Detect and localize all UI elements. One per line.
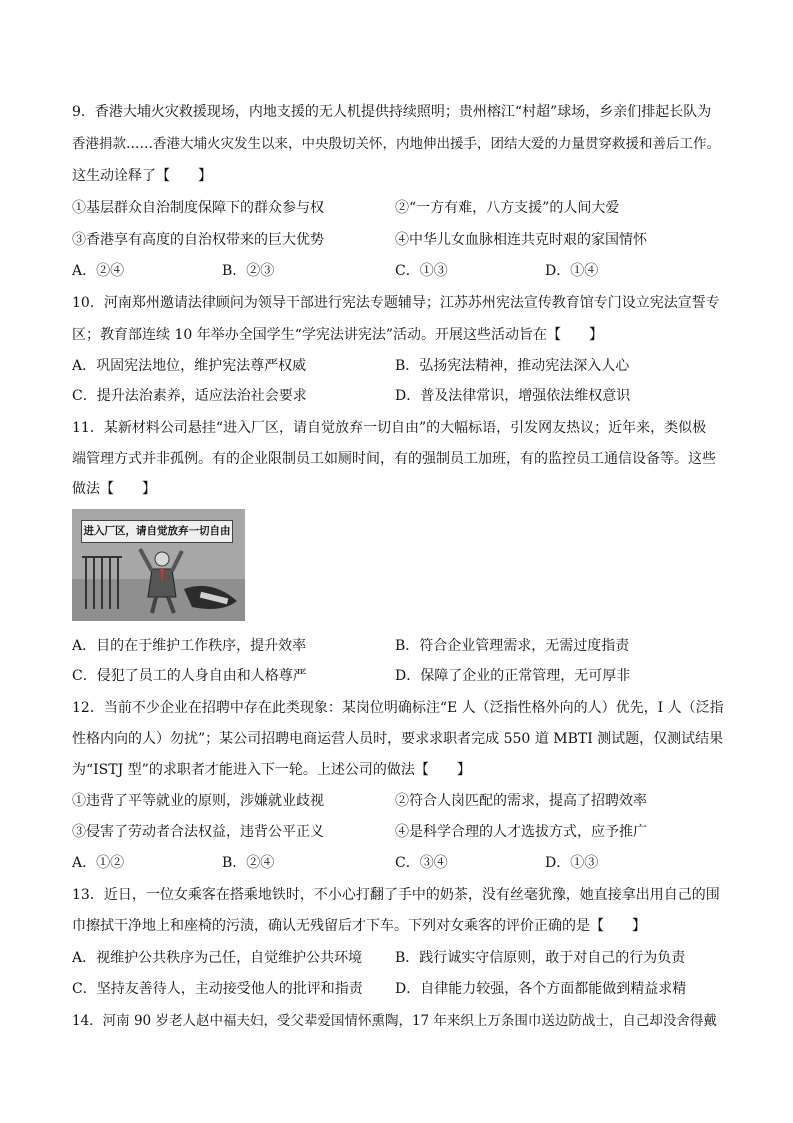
- q12-stem-line1: 12．当前不少企业在招聘中存在此类现象：某岗位明确标注“E 人（泛指性格外向的人）优先，I 人（泛指: [72, 700, 724, 716]
- q9-statement-3: ③香港享有高度的自治权带来的巨大优势: [72, 232, 324, 248]
- q9-option-b: B．②③: [222, 263, 275, 279]
- q11-option-d: D．保障了企业的正常管理，无可厚非: [395, 668, 631, 684]
- q11-option-c: C．侵犯了员工的人身自由和人格尊严: [72, 668, 307, 684]
- q9-statement-4: ④中华儿女血脉相连共克时艰的家国情怀: [395, 232, 647, 248]
- q9-option-d: D．①④: [545, 263, 599, 279]
- q11-stem-line3: 做法【 】: [72, 481, 156, 497]
- q13-option-a: A．视维护公共秩序为己任，自觉维护公共环境: [72, 950, 363, 966]
- q9-stem-line3: 这生动诠释了【 】: [72, 168, 212, 184]
- q10-option-b: B．弘扬宪法精神，推动宪法深入人心: [395, 358, 630, 374]
- q11-option-a: A．目的在于维护工作秩序，提升效率: [72, 638, 307, 654]
- q9-option-a: A．②④: [72, 263, 125, 279]
- q12-option-d: D．①③: [545, 855, 599, 871]
- q9-statement-2: ②“一方有难，八方支援”的人间大爱: [395, 200, 620, 216]
- q9-stem-line2: 香港捐款……香港大埔火灾发生以来，中央殷切关怀，内地伸出援手，团结大爱的力量贯穿救援和善后工作。: [72, 136, 720, 152]
- q10-stem-line2: 区；教育部连续 10 年举办全国学生“学宪法讲宪法”活动。开展这些活动旨在【 】: [72, 327, 604, 343]
- q9-stem-line1: 9．香港大埔火灾救援现场，内地支援的无人机提供持续照明；贵州榕江“村超”球场，乡亲们排起长队为: [72, 104, 712, 120]
- q13-option-b: B．践行诚实守信原则，敢于对自己的行为负责: [395, 950, 686, 966]
- q12-stem-line2: 性格内向的人）勿扰”；某公司招聘电商运营人员时，要求求职者完成 550 道 MBTI 测试题，仅测试结果: [72, 731, 724, 747]
- q12-stem-line3: 为“ISTJ 型”的求职者才能进入下一轮。上述公司的做法【 】: [72, 762, 471, 778]
- q12-statement-1: ①违背了平等就业的原则，涉嫌就业歧视: [72, 793, 324, 809]
- q9-statement-1: ①基层群众自治制度保障下的群众参与权: [72, 200, 324, 216]
- q13-stem-line2: 巾擦拭干净地上和座椅的污渍，确认无残留后才下车。下列对女乘客的评价正确的是【 】: [72, 918, 646, 934]
- q13-option-d: D．自律能力较强，各个方面都能做到精益求精: [395, 981, 687, 997]
- q11-stem-line2: 端管理方式并非孤例。有的企业限制员工如厕时间，有的强制员工加班，有的监控员工通信设备等。这些: [72, 451, 716, 467]
- q12-statement-2: ②符合人岗匹配的需求，提高了招聘效率: [395, 793, 647, 809]
- cartoon-banner-text: 进入厂区，请自觉放弃一切自由: [81, 520, 233, 543]
- q12-option-b: B．②④: [222, 855, 275, 871]
- q10-option-d: D．普及法律常识，增强依法维权意识: [395, 388, 631, 404]
- q13-option-c: C．坚持友善待人，主动接受他人的批评和指责: [72, 981, 363, 997]
- q11-stem-line1: 11．某新材料公司悬挂“进入厂区，请自觉放弃一切自由”的大幅标语，引发网友热议；近年来，类似极: [72, 420, 707, 436]
- q11-option-b: B．符合企业管理需求，无需过度指责: [395, 638, 630, 654]
- q12-option-c: C．③④: [395, 855, 448, 871]
- q12-statement-4: ④是科学合理的人才选拔方式，应予推广: [395, 824, 647, 840]
- q13-stem-line1: 13．近日，一位女乘客在搭乘地铁时，不小心打翻了手中的奶茶，没有丝毫犹豫，她直接拿出用自己的围: [72, 887, 720, 903]
- q14-stem-line1: 14．河南 90 岁老人赵中福夫妇，受父辈爱国情怀熏陶，17 年来织上万条围巾送边防战士，自己却没舍得戴: [72, 1013, 717, 1029]
- q10-option-a: A．巩固宪法地位，维护宪法尊严权威: [72, 358, 307, 374]
- q12-statement-3: ③侵害了劳动者合法权益，违背公平正义: [72, 824, 324, 840]
- q10-stem-line1: 10．河南郑州邀请法律顾问为领导干部进行宪法专题辅导；江苏苏州宪法宣传教育馆专门设立宪法宣誓专: [72, 295, 720, 311]
- q9-option-c: C．①③: [395, 263, 448, 279]
- cartoon-figure: [72, 509, 245, 621]
- q10-option-c: C．提升法治素养，适应法治社会要求: [72, 388, 307, 404]
- q12-option-a: A．①②: [72, 855, 125, 871]
